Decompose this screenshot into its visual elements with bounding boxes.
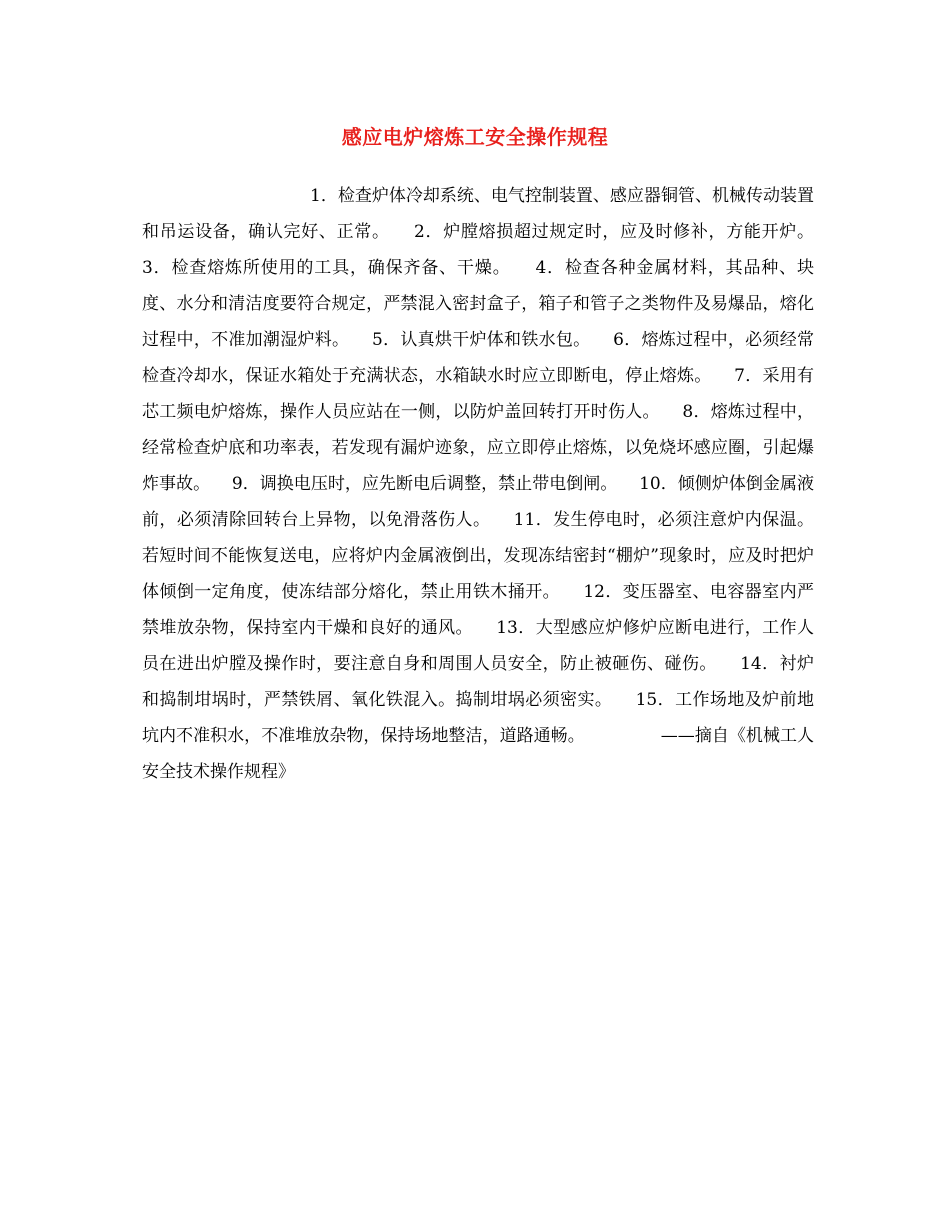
document-body: 1．检查炉体冷却系统、电气控制装置、感应器铜管、机械传动装置和吊运设备，确认完好、正常。 2．炉膛熔损超过规定时，应及时修补，方能开炉。 3．检查熔炼所使用的工具，确保齐备、干燥。 4．检查各种金属材料，其品种、块度、水分和清洁度要符合规定，严禁混入密封盒子，箱子和管子之类物件及易爆品，熔化过程中，不准加潮湿炉料。 5．认真烘干炉体和铁水包。 6．熔炼过程中，必须经常检查冷却水，保证水箱处于充满状态，水箱缺水时应立即断电，停止熔炼。 7．采用有芯工频电炉熔炼，操作人员应站在一侧，以防炉盖回转打开时伤人。 8．熔炼过程中，经常检查炉底和功率表，若发现有漏炉迹象，应立即停止熔炼，以免烧坏感应圈，引起爆炸事故。 9．调换电压时，应先断电后调整，禁止带电倒闸。 10．倾侧炉体倒金属液前，必须清除回转台上异物，以免滑落伤人。 11．发生停电时，必须注意炉内保温。若短时间不能恢复送电，应将炉内金属液倒出，发现冻结密封“棚炉”现象时，应及时把炉体倾倒一定角度，使冻结部分熔化，禁止用铁木捅开。 12．变压器室、电容器室内严禁堆放杂物，保持室内干燥和良好的通风。 13．大型感应炉修炉应断电进行，工作人员在进出炉膛及操作时，要注意自身和周围人员安全，防止被砸伤、碰伤。 14．衬炉和捣制坩埚时，严禁铁屑、氧化铁混入。捣制坩埚必须密实。 15．工作场地及炉前地坑内不准积水，不准堆放杂物，保持场地整洁，道路通畅。 ——摘自《机械工人安全技术操作规程》 (142, 186, 836, 782)
document-title: 感应电炉熔炼工安全操作规程 (341, 125, 609, 149)
